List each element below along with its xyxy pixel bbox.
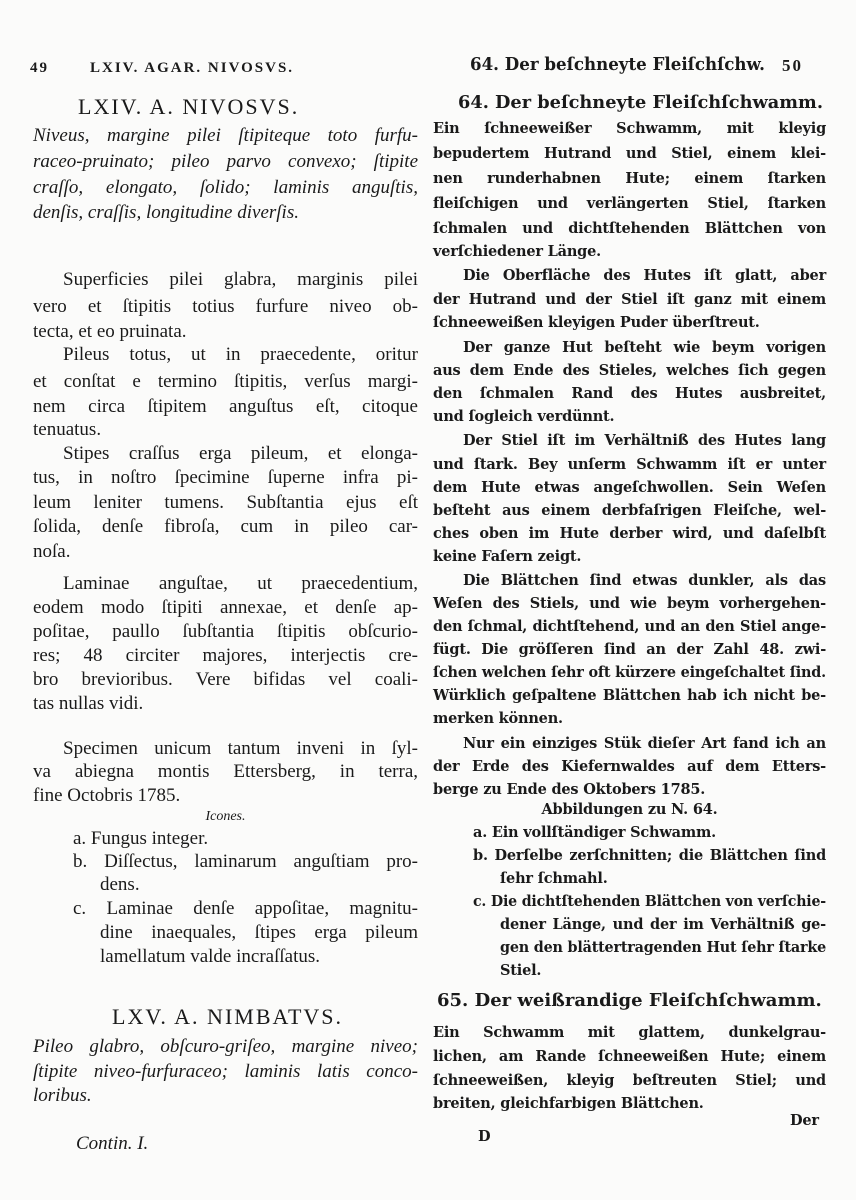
right-title: 64. Der beſchneyte Fleiſchſchwamm.	[458, 92, 824, 113]
text-line: b. Derſelbe zerſchnitten; die Blättchen ſind	[473, 847, 827, 864]
text-line: ſchneeweißen, kleyig beſtreuten Stiel; und	[433, 1072, 826, 1089]
text-line: Weſen des Stiels, und wie beym vorhergehen-	[433, 595, 826, 612]
text-line: nem circa ſtipitem anguſtus eſt, citoque	[33, 396, 418, 417]
text-line: nen runderhabnen Hute; einem ſtarken	[433, 170, 827, 187]
text-line: raceo-pruinato; pileo parvo convexo; ſtipite	[33, 151, 419, 172]
text-line: fleiſchigen und verlängerten Stiel, ſtarken	[433, 195, 826, 212]
text-line: noſa.	[33, 541, 71, 562]
text-line: Der Stiel iſt im Verhältniß des Hutes lang	[463, 432, 826, 449]
text-line: Specimen unicum tantum inveni in ſyl-	[63, 738, 418, 759]
text-line: ſehr ſchmahl.	[500, 870, 608, 887]
left-title-2: LXV. A. NIMBATVS.	[112, 1004, 344, 1029]
text-line: loribus.	[33, 1085, 92, 1106]
left-page-number: 49	[30, 60, 49, 76]
text-line: Stipes craſſus erga pileum, et elonga-	[63, 443, 419, 464]
text-line: tenuatus.	[33, 419, 102, 440]
text-line: ſchneeweißen kleyigen Puder überſtreut.	[433, 314, 760, 331]
text-line: vero et ſtipitis totius furfure niveo ob-	[33, 296, 418, 317]
text-line: gen den blättertragenden Hut ſehr ſtarke	[500, 939, 827, 956]
left-footer: Contin. I.	[76, 1133, 149, 1154]
left-title: LXIV. A. NIVOSVS.	[78, 94, 300, 119]
text-line: bro brevioribus. Vere bifidas vel coali-	[33, 669, 419, 690]
text-line: ches oben im Hute derber wird, und daſelbſt	[433, 525, 826, 542]
left-running-head: LXIV. AGAR. NIVOSVS.	[90, 60, 295, 76]
text-line: ſchen welchen ſehr oft kürzere eingeſchaltet ſind.	[433, 664, 826, 681]
text-line: fine Octobris 1785.	[33, 785, 181, 806]
text-line: Ein ſchneeweißer Schwamm, mit kleyig	[433, 120, 827, 137]
text-line: Die Blättchen ſind etwas dunkler, als das	[463, 572, 826, 589]
text-line: Die Oberfläche des Hutes iſt glatt, aber	[463, 267, 827, 284]
text-line: fügt. Die gröſſeren ſind an der Zahl 48. zwi-	[433, 641, 827, 658]
text-line: dens.	[100, 874, 140, 895]
text-line: Superficies pilei glabra, marginis pilei	[63, 269, 418, 290]
text-line: aus dem Ende des Stieles, welches ſich gegen	[433, 362, 826, 379]
text-line: Pileo glabro, obſcuro-griſeo, margine niveo;	[33, 1036, 418, 1057]
text-line: ſtipite niveo-furfuraceo; laminis latis conco-	[33, 1061, 418, 1082]
text-line: tus, in noſtro ſpecimine ſuperne infra pi-	[33, 467, 418, 488]
text-line: Icones.	[205, 809, 246, 824]
text-line: c. Die dichtſtehenden Blättchen von verſchie-	[473, 893, 826, 910]
signature-mark: D	[478, 1128, 491, 1145]
text-line: res; 48 circiter majores, interjectis cre-	[33, 645, 419, 666]
text-line: eodem modo ſtipiti annexae, et denſe ap-	[33, 597, 418, 618]
text-line: Pileus totus, ut in praecedente, oritur	[63, 344, 418, 365]
text-line: denſis, craſſis, longitudine diverſis.	[33, 202, 299, 223]
text-line: Nur ein einziges Stük dieſer Art fand ich an	[463, 735, 826, 752]
text-line: Stiel.	[500, 962, 542, 979]
text-line: und ſogleich verdünnt.	[433, 408, 615, 425]
text-line: den ſchmalen Rand des Hutes ausbreitet,	[433, 385, 826, 402]
text-line: Würklich geſpaltene Blättchen hab ich nicht be-	[433, 687, 826, 704]
text-line: der Erde des Kiefernwaldes auf dem Etters-	[433, 758, 827, 775]
text-line: keine Faſern zeigt.	[433, 548, 582, 565]
text-line: ſolida, denſe fibroſa, cum in pileo car-	[33, 516, 419, 537]
catchword: Der	[790, 1112, 819, 1129]
text-line: den ſchmal, dichtſtehend, und an den Stiel ange-	[433, 618, 827, 635]
text-line: der Hutrand und der Stiel iſt ganz mit einem	[433, 291, 827, 308]
right-running-head: 64. Der beſchneyte Fleiſchſchw.	[470, 54, 765, 75]
text-line: Niveus, margine pilei ſtipiteque toto furfu-	[33, 125, 419, 146]
text-line: lichen, am Rande ſchneeweißen Hute; einem	[433, 1048, 826, 1065]
text-line: tas nullas vidi.	[33, 693, 144, 714]
text-line: dine inaequales, ſtipes erga pileum	[100, 922, 419, 943]
text-line: va abiegna montis Ettersberg, in terra,	[33, 761, 419, 782]
text-line: und ſtark. Bey unſerm Schwamm iſt er unter	[433, 456, 826, 473]
text-line: a. Ein vollſtändiger Schwamm.	[473, 824, 716, 841]
text-line: bepudertem Hutrand und Stiel, einem klei-	[433, 145, 826, 162]
text-line: tecta, et eo pruinata.	[33, 321, 187, 342]
text-line: craſſo, elongato, ſolido; laminis anguſtis,	[33, 177, 418, 198]
text-line: dem Hute etwas angeſchwollen. Sein Weſen	[433, 479, 827, 496]
text-line: lamellatum valde incraſſatus.	[100, 946, 321, 967]
text-line: et conſtat e termino ſtipitis, verſus margi-	[33, 371, 418, 392]
text-line: berge zu Ende des Oktobers 1785.	[433, 781, 706, 798]
text-line: b. Diſſectus, laminarum anguſtiam pro-	[73, 851, 418, 872]
text-line: beſteht aus einem derbfaſrigen Fleiſche, wel-	[433, 502, 827, 519]
text-line: Abbildungen zu N. 64.	[541, 801, 718, 818]
right-title-2: 65. Der weißrandige Fleiſchſchwamm.	[437, 990, 822, 1011]
text-line: verſchiedener Länge.	[433, 243, 601, 260]
text-line: Laminae anguſtae, ut praecedentium,	[63, 573, 418, 594]
text-line: merken können.	[433, 710, 563, 727]
text-line: c. Laminae denſe appoſitae, magnitu-	[73, 898, 418, 919]
text-line: dener Länge, und der im Verhältniß ge-	[500, 916, 826, 933]
text-line: Ein Schwamm mit glattem, dunkelgrau-	[433, 1024, 826, 1041]
text-line: a. Fungus integer.	[73, 828, 209, 849]
text-line: ſchmalen und dichtſtehenden Blättchen von	[433, 220, 826, 237]
text-line: Der ganze Hut beſteht wie beym vorigen	[463, 339, 826, 356]
right-page-number: 50	[782, 56, 803, 75]
text-line: leum leniter tumens. Subſtantia ejus eſt	[33, 492, 419, 513]
text-line: breiten, gleichfarbigen Blättchen.	[433, 1095, 704, 1112]
text-line: poſitae, paullo ſubſtantia ſtipitis obſcurio-	[33, 621, 418, 642]
